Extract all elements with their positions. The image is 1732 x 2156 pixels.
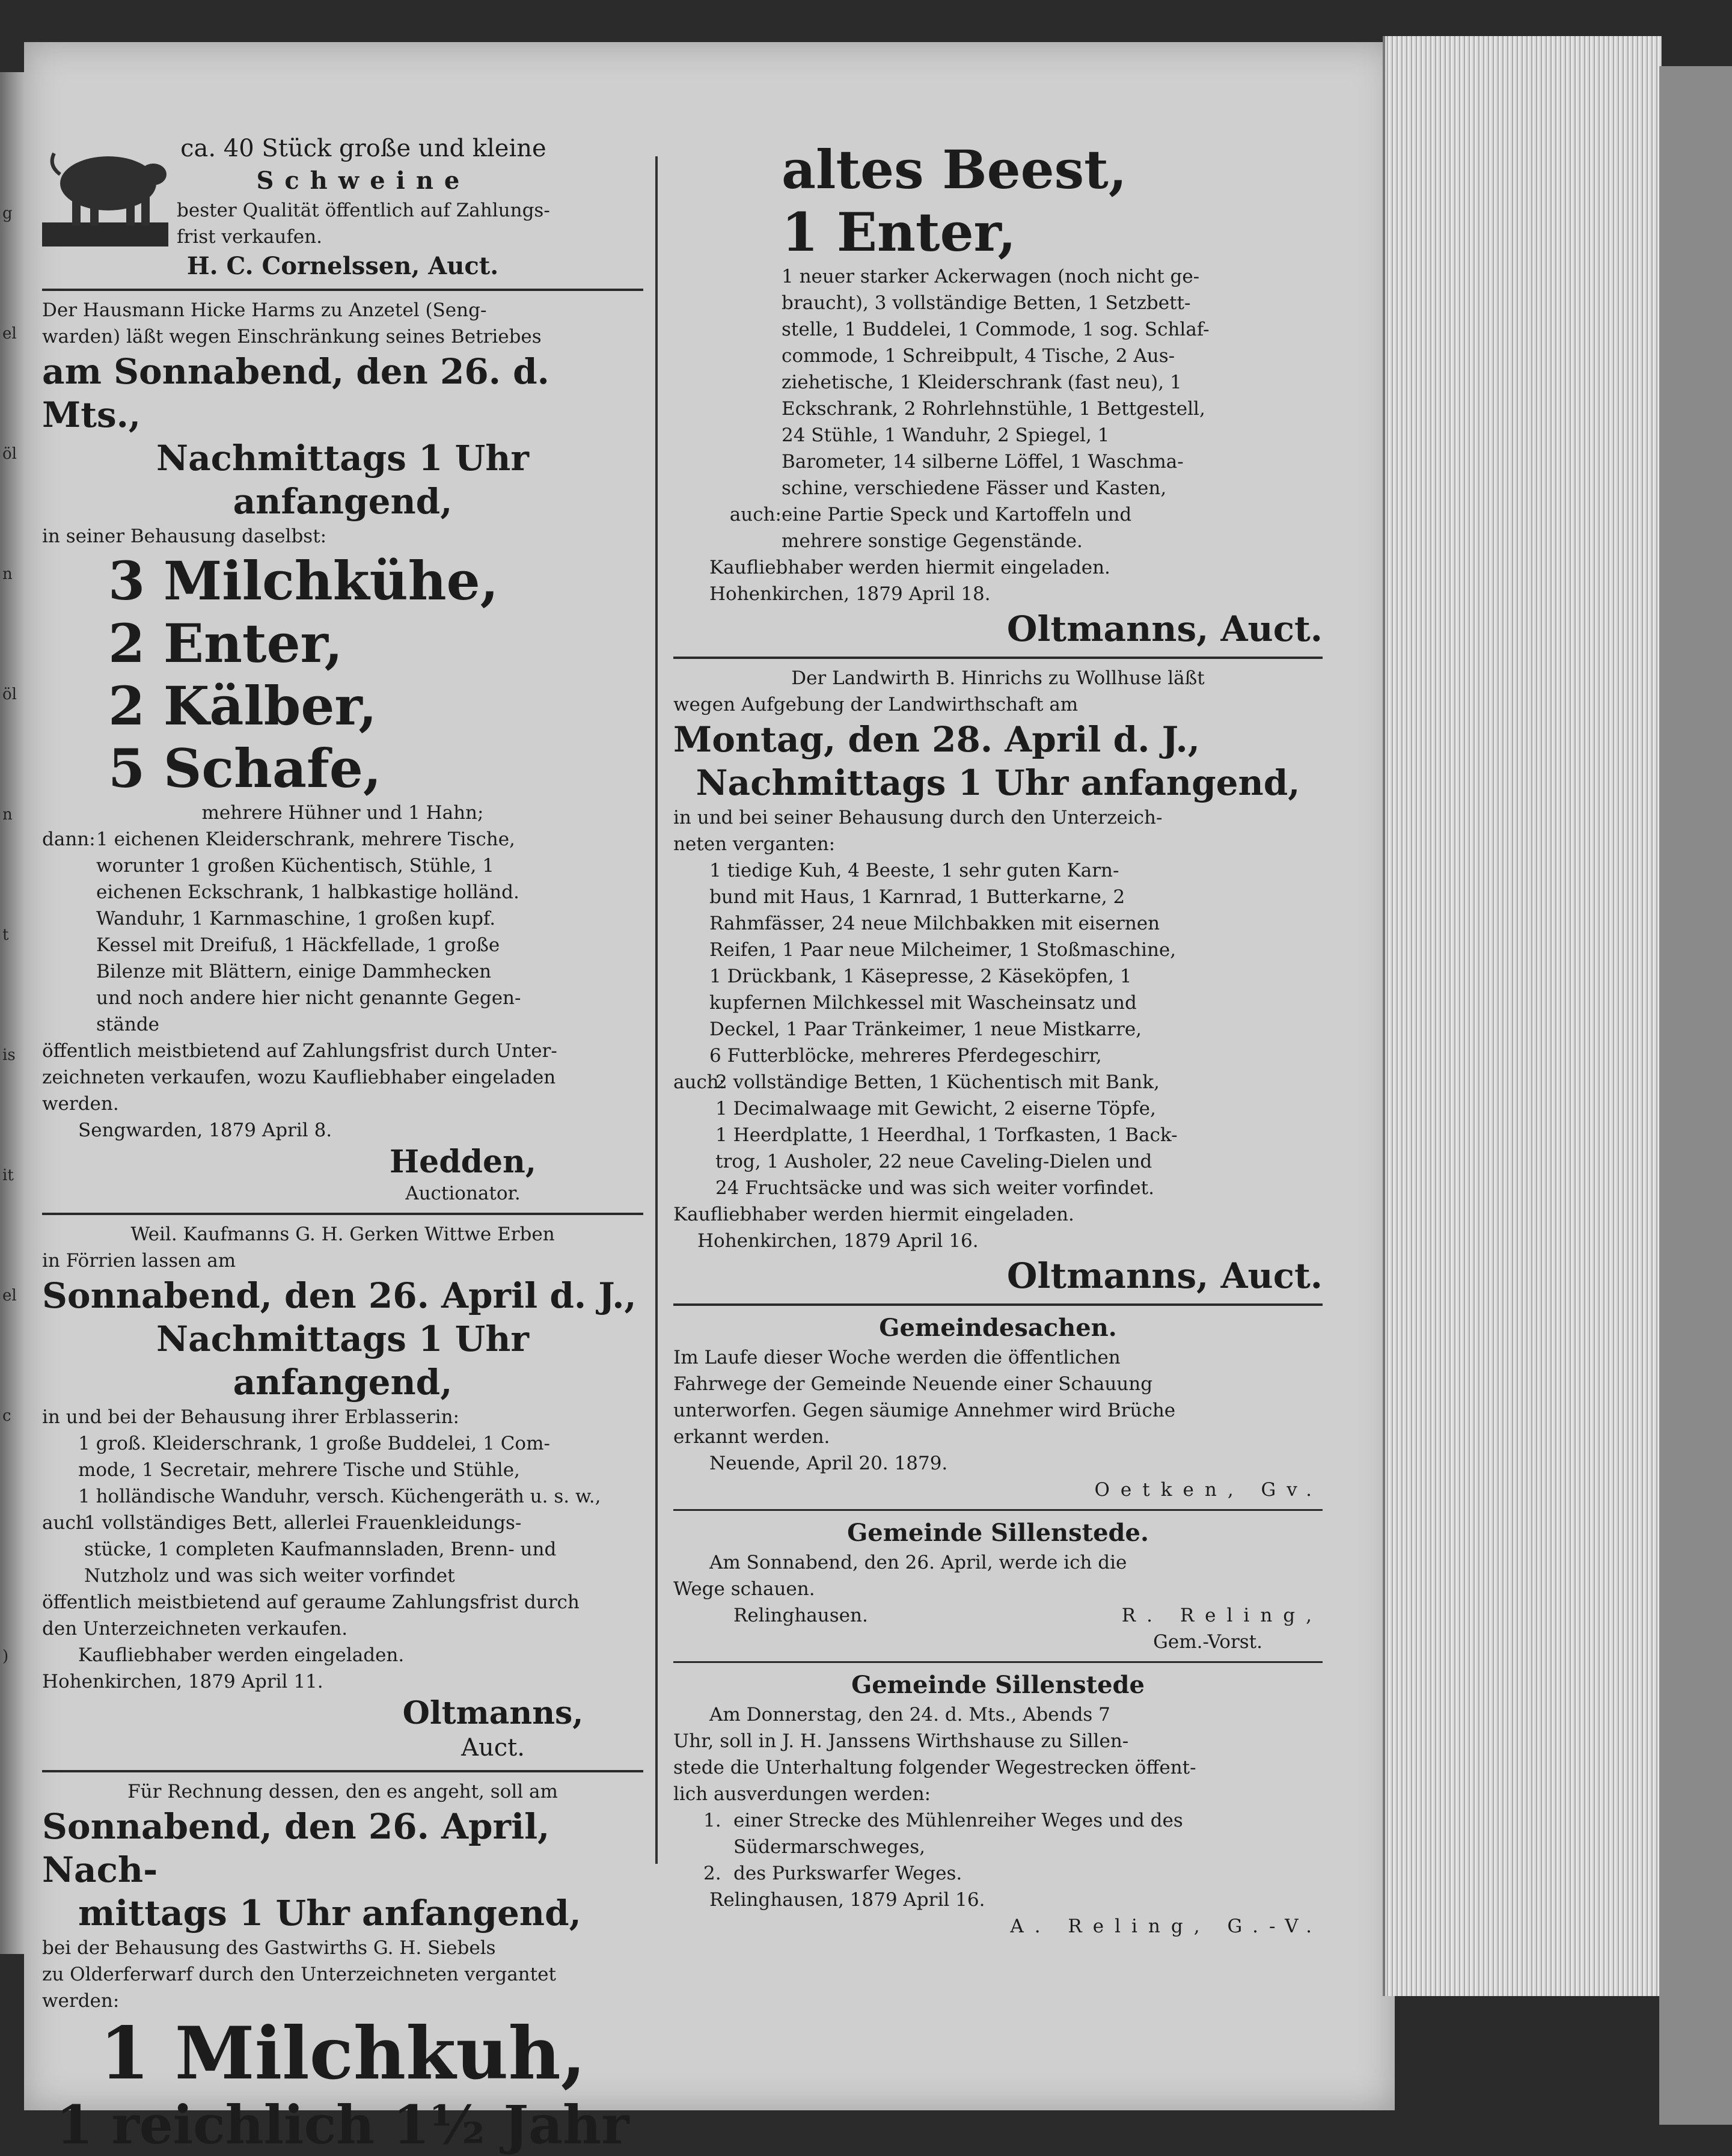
ad-pigs (42, 132, 643, 283)
g1-title: Gemeindesachen. (879, 1314, 1117, 1342)
g1-signature: Oetken, Gv. (1094, 1479, 1323, 1501)
g3-place-date: Relinghausen, 1879 April 16. (709, 1889, 985, 1911)
g1-line: erkannt werden. (673, 1426, 830, 1448)
ad3-closing: Kaufliebhaber werden eingeladen. (78, 1644, 405, 1666)
r-ad2-line: Reifen, 1 Paar neue Milcheimer, 1 Stoßmaschine, (709, 939, 1177, 961)
ad2-item: 5 Schafe, (108, 737, 382, 800)
g3-list-text: Südermarschweges, (733, 1836, 925, 1858)
r-ad2-date: Montag, den 28. April d. J., (673, 719, 1200, 760)
ad4-intro: Für Rechnung dessen, den es angeht, soll am (127, 1781, 558, 1802)
r-ad1-line: commode, 1 Schreibpult, 4 Tische, 2 Aus- (782, 345, 1175, 367)
ad3-line: 1 holländische Wanduhr, versch. Küchengeräth u. s. w., (78, 1486, 601, 1507)
ad3-closing: den Unterzeichneten verkaufen. (42, 1618, 348, 1640)
g2-line1: Am Sonnabend, den 26. April, werde ich die (709, 1552, 1127, 1573)
pig-illustration-icon (42, 132, 168, 247)
ad4-item1: 1 Milchkuh, (99, 2011, 586, 2096)
g1-line: unterworfen. Gegen säumige Annehmer wird Brüche (673, 1400, 1176, 1421)
r-ad2-auch-line: trog, 1 Ausholer, 22 neue Caveling-Dielen und (715, 1151, 1152, 1172)
margin-fragment: ) (2, 1647, 9, 1665)
r-ad2-line: Rahmfässer, 24 neue Milchbakken mit eisernen (709, 913, 1160, 934)
r-ad1-signature: Oltmanns, Auct. (1006, 608, 1323, 649)
r-ad2-line: Deckel, 1 Paar Tränkeimer, 1 neue Mistkarre, (709, 1018, 1142, 1040)
r-ad1-line: 24 Stühle, 1 Wanduhr, 2 Spiegel, 1 (782, 424, 1110, 446)
r-ad2-line: 1 tiedige Kuh, 4 Beeste, 1 sehr guten Karn- (709, 860, 1119, 881)
pigs-line4: frist verkaufen. (177, 226, 322, 248)
g3-list-text: des Purkswarfer Weges. (733, 1863, 962, 1884)
pigs-line1: ca. 40 Stück große und kleine (180, 135, 546, 162)
r-ad2-place1: in und bei seiner Behausung durch den Unterzeich- (673, 807, 1163, 828)
ad3-auch-line: stücke, 1 completen Kaufmannsladen, Brenn- und (84, 1539, 557, 1560)
margin-fragment: n (2, 565, 13, 583)
ad2-more: mehrere Hühner und 1 Hahn; (201, 802, 484, 824)
r-ad2-intro1: Der Landwirth B. Hinrichs zu Wollhuse läßt (791, 667, 1205, 689)
ad2-place: in seiner Behausung daselbst: (42, 525, 327, 547)
column-divider (655, 156, 658, 1864)
ad3-line: 1 groß. Kleiderschrank, 1 große Buddelei, 1 Com- (78, 1433, 550, 1454)
ad2-closing: werden. (42, 1093, 119, 1115)
r-ad2-place2: neten verganten: (673, 833, 836, 855)
r-ad1-auch-line: eine Partie Speck und Kartoffeln und (782, 504, 1132, 525)
ad2-dann-line: und noch andere hier nicht genannte Gegen- (96, 987, 521, 1009)
g1-line: Fahrwege der Gemeinde Neuende einer Schauung (673, 1373, 1153, 1395)
ad2-dann-line: stände (96, 1014, 160, 1035)
margin-fragment: c (2, 1407, 11, 1425)
r-ad1-line: Barometer, 14 silberne Löffel, 1 Waschma- (782, 451, 1184, 473)
gemeinde-sillenstede-1 (673, 1517, 1323, 1655)
r-ad1-line: braucht), 3 vollständige Betten, 1 Setzbett- (782, 292, 1191, 314)
ad2-dann-line: 1 eichenen Kleiderschrank, mehrere Tische, (96, 828, 515, 850)
ad3-auch-line: 1 vollständiges Bett, allerlei Frauenkleidungs- (84, 1512, 522, 1534)
g2-signature-sub: Gem.-Vorst. (1153, 1631, 1262, 1653)
ad3-time: Nachmittags 1 Uhr anfangend, (156, 1318, 529, 1403)
ad3-place: in und bei der Behausung ihrer Erblasserin: (42, 1406, 459, 1428)
r-ad1-line: 1 neuer starker Ackerwagen (noch nicht ge- (782, 266, 1200, 287)
pigs-signature: H. C. Cornelssen, Auct. (186, 252, 499, 280)
book-cover-board (1659, 66, 1732, 2125)
ad2-time: Nachmittags 1 Uhr anfangend, (156, 438, 529, 522)
ad2-dann-label: dann: (42, 828, 96, 850)
ad2-date: am Sonnabend, den 26. d. Mts., (42, 351, 549, 435)
ad4-item2: 1 reichlich 1½ Jahr (56, 2093, 629, 2156)
ad2-signature-sub: Auctionator. (405, 1183, 521, 1204)
ad3-place-date: Hohenkirchen, 1879 April 11. (42, 1671, 323, 1692)
r-ad1-line: stelle, 1 Buddelei, 1 Commode, 1 sog. Schlaf- (782, 319, 1210, 340)
ad3-intro1: Weil. Kaufmanns G. H. Gerken Wittwe Erben (130, 1223, 555, 1245)
separator (42, 1213, 643, 1215)
margin-fragment: t (2, 926, 9, 944)
r-ad2-signature: Oltmanns, Auct. (1006, 1255, 1323, 1296)
separator (673, 1661, 1323, 1663)
separator (42, 289, 643, 291)
r-ad2-line: kupfernen Milchkessel mit Wascheinsatz und (709, 992, 1137, 1014)
ad-siebels (42, 1778, 643, 2156)
g3-title: Gemeinde Sillenstede (851, 1671, 1145, 1699)
ad3-signature: Oltmanns, (402, 1695, 584, 1732)
g3-list-num (703, 1834, 733, 1860)
g3-signature: A. Reling, G.-V. (1010, 1916, 1323, 1937)
r-ad1-line: Eckschrank, 2 Rohrlehnstühle, 1 Bettgestell, (782, 398, 1205, 420)
ad4-place3: werden: (42, 1990, 120, 2012)
g2-title: Gemeinde Sillenstede. (847, 1519, 1149, 1547)
ad2-item: 3 Milchkühe, (108, 550, 499, 612)
r-ad2-auch-line: 2 vollständige Betten, 1 Küchentisch mit Bank, (715, 1071, 1160, 1093)
r-ad1-closing: Kaufliebhaber werden hiermit eingeladen. (709, 557, 1110, 578)
margin-fragment: öl (2, 445, 17, 463)
ad2-item: 2 Enter, (108, 612, 343, 675)
separator (673, 1303, 1323, 1306)
right-column (673, 138, 1323, 1940)
ad3-intro2: in Förrien lassen am (42, 1250, 236, 1272)
ad2-item: 2 Kälber, (108, 675, 377, 737)
ad2-place-date: Sengwarden, 1879 April 8. (78, 1119, 332, 1141)
r-ad2-closing: Kaufliebhaber werden hiermit eingeladen. (673, 1204, 1074, 1225)
ad3-auch-label: auch (42, 1512, 88, 1534)
gemeindesachen (673, 1312, 1323, 1503)
r-ad1-auch-line: mehrere sonstige Gegenstände. (782, 530, 1083, 552)
r-ad2-place-date: Hohenkirchen, 1879 April 16. (697, 1230, 979, 1252)
separator (673, 1509, 1323, 1511)
ad-hinrichs (673, 665, 1323, 1297)
g3-list-num: 1. (703, 1810, 721, 1831)
g1-line: Im Laufe dieser Woche werden die öffentlichen (673, 1347, 1121, 1368)
ad-gerken (42, 1221, 643, 1764)
g1-place-date: Neuende, April 20. 1879. (709, 1453, 948, 1474)
ad2-closing: zeichneten verkaufen, wozu Kaufliebhaber eingeladen (42, 1067, 556, 1088)
r-ad2-auch-line: 24 Fruchtsäcke und was sich weiter vorfindet. (715, 1177, 1154, 1199)
ad2-dann-line: eichenen Eckschrank, 1 halbkastige holländ. (96, 881, 519, 903)
g3-list-text: einer Strecke des Mühlenreiher Weges und des (733, 1810, 1183, 1831)
r-ad2-line: bund mit Haus, 1 Karnrad, 1 Butterkarne, 2 (709, 886, 1125, 908)
ad2-dann-line: Bilenze mit Blättern, einige Dammhecken (96, 961, 492, 982)
separator (673, 657, 1323, 659)
ad3-auch-line: Nutzholz und was sich weiter vorfindet (84, 1565, 455, 1587)
ad2-dann-line: worunter 1 großen Küchentisch, Stühle, 1 (96, 855, 494, 877)
ad4-date: Sonnabend, den 26. April, Nach- (42, 1806, 550, 1890)
r-ad2-line: 6 Futterblöcke, mehreres Pferdegeschirr, (709, 1045, 1102, 1067)
ad3-signature-sub: Auct. (461, 1734, 525, 1762)
r-ad2-auch-line: 1 Heerdplatte, 1 Heerdhal, 1 Torfkasten, 1 Back- (715, 1124, 1178, 1146)
pigs-line3: bester Qualität öffentlich auf Zahlungs- (177, 200, 550, 221)
margin-fragment: öl (2, 685, 17, 703)
ad2-signature: Hedden, (390, 1144, 536, 1180)
ad3-date: Sonnabend, den 26. April d. J., (42, 1275, 637, 1316)
r-ad2-auch-label: auch: (673, 1071, 726, 1093)
r-ad1-auch-label: auch: (729, 504, 782, 525)
r-ad2-time: Nachmittags 1 Uhr anfangend, (696, 762, 1300, 803)
margin-fragment: it (2, 1166, 14, 1184)
ad2-intro2: warden) läßt wegen Einschränkung seines Betriebes (42, 326, 542, 348)
g3-line: lich ausverdungen werden: (673, 1783, 931, 1805)
ad4-place2: zu Olderferwarf durch den Unterzeichneten vergantet (42, 1964, 556, 1985)
r-ad2-auch-line: 1 Decimalwaage mit Gewicht, 2 eiserne Töpfe, (715, 1098, 1156, 1119)
r-ad1-head1: altes Beest, (782, 138, 1127, 201)
ad4-time: mittags 1 Uhr anfangend, (78, 1893, 581, 1934)
g3-line: stede die Unterhaltung folgender Wegestrecken öffent- (673, 1757, 1196, 1778)
left-column (42, 132, 643, 2156)
g3-line: Am Donnerstag, den 24. d. Mts., Abends 7 (709, 1704, 1110, 1726)
ad-hicke-harms (42, 297, 643, 1207)
g2-signature: R. Reling, (1121, 1605, 1323, 1626)
margin-fragment: is (2, 1046, 16, 1064)
r-ad2-intro2: wegen Aufgebung der Landwirthschaft am (673, 694, 1079, 715)
r-ad1-head2: 1 Enter, (782, 201, 1017, 263)
g3-list-num: 2. (703, 1863, 721, 1884)
separator (42, 1770, 643, 1772)
r-ad1-place-date: Hohenkirchen, 1879 April 18. (709, 583, 991, 605)
r-ad2-line: 1 Drückbank, 1 Käsepresse, 2 Käseköpfen, 1 (709, 966, 1132, 987)
r-ad1-line: schine, verschiedene Fässer und Kasten, (782, 477, 1167, 499)
margin-fragment: n (2, 806, 13, 824)
g2-line2: Wege schauen. (673, 1578, 815, 1600)
ad2-intro1: Der Hausmann Hicke Harms zu Anzetel (Seng- (42, 299, 487, 321)
ad2-closing: öffentlich meistbietend auf Zahlungsfrist durch Unter- (42, 1040, 557, 1062)
margin-fragment: el (2, 1287, 17, 1305)
ad2-dann-line: Wanduhr, 1 Karnmaschine, 1 großen kupf. (96, 908, 496, 929)
g3-line: Uhr, soll in J. H. Janssens Wirthshause zu Sillen- (673, 1730, 1129, 1752)
gemeinde-sillenstede-2 (673, 1669, 1323, 1940)
ad-oltmanns-continued (673, 138, 1323, 651)
g2-place: Relinghausen. (733, 1605, 868, 1626)
r-ad1-line: ziehetische, 1 Kleiderschrank (fast neu), 1 (782, 372, 1182, 393)
ad3-line: mode, 1 Secretair, mehrere Tische und Stühle, (78, 1459, 520, 1481)
ad2-dann-line: Kessel mit Dreifuß, 1 Häckfellade, 1 große (96, 934, 500, 956)
pigs-line2: Schweine (256, 167, 471, 195)
ad4-place1: bei der Behausung des Gastwirths G. H. Siebels (42, 1937, 496, 1959)
margin-fragment: g (2, 204, 13, 222)
ad3-closing: öffentlich meistbietend auf geraume Zahlungsfrist durch (42, 1591, 580, 1613)
margin-fragment: el (2, 325, 17, 343)
page-stack-edge (1383, 36, 1662, 1996)
